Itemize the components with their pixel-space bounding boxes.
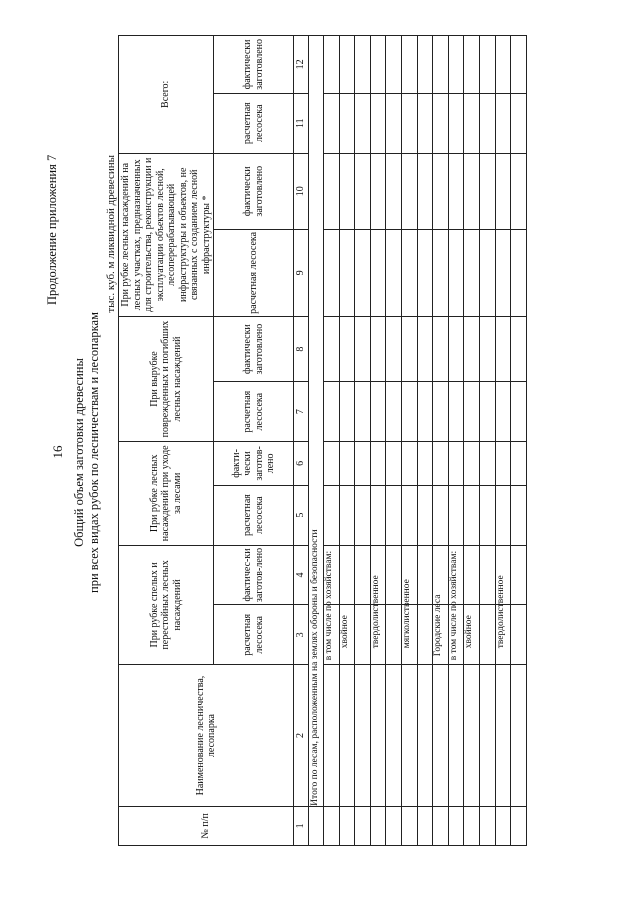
row-incl-farms: в том числе по хозяйствам: (324, 605, 340, 665)
col-number: 5 (294, 485, 309, 545)
col-number: 4 (294, 545, 309, 605)
appendix-label: Продолжение приложения 7 (45, 154, 59, 305)
header-calc: расчетная лесосека (214, 382, 294, 442)
table-cell (308, 806, 324, 845)
col-number: 9 (294, 229, 309, 316)
col-number: 12 (294, 36, 309, 94)
table-title: Общий объем заготовки древесины (72, 358, 86, 547)
header-calc: расчетная лесосека (214, 93, 294, 153)
header-name: Наименование лесничества, лесопарка (119, 665, 294, 807)
row-incl-farms: в том числе по хозяйствам: (448, 605, 464, 665)
header-group-damaged: При вырубке поврежденных и погибших лесных насаждений (119, 316, 214, 441)
header-fact: факти-чески заготов-лено (214, 442, 294, 486)
row-hardwood: твердолиственное (370, 605, 386, 665)
col-number: 10 (294, 153, 309, 229)
row-city-forests: Городские леса (433, 605, 449, 665)
col-number: 2 (294, 665, 309, 807)
header-fact: фактичес-ки заготов-лено (214, 545, 294, 605)
col-number: 7 (294, 382, 309, 442)
units-label: тыс. куб. м ликвидной древесины (105, 155, 117, 313)
page-number: 16 (50, 445, 65, 459)
row-hardwood: твердолиственное (495, 605, 511, 665)
col-number: 8 (294, 316, 309, 381)
header-calc: расчетная лесосека (214, 605, 294, 665)
row-softwood: мягколиственное (402, 605, 418, 665)
header-fact: фактически заготовлено (214, 316, 294, 381)
col-number: 3 (294, 605, 309, 665)
header-group-mature: При рубке спелых и перестойных лесных насаждений (119, 545, 214, 665)
row-coniferous: хвойное (339, 605, 355, 665)
header-group-total: Всего: (119, 36, 214, 154)
header-no: № п/п (119, 806, 294, 845)
header-group-construction: При рубке лесных насаждений на лесных участках, предназначенных для строительства, реконструкции и эксплуатации объектов лесной, лесоперерабатывающей инфраструктуры и объектов, не связанных с созданием лесной инфраструктуры * (119, 153, 214, 316)
header-calc: расчетная лесосека (214, 229, 294, 316)
col-number: 11 (294, 93, 309, 153)
header-calc: расчетная лесосека (214, 485, 294, 545)
harvest-table (118, 35, 527, 846)
header-fact: фактически заготовлено (214, 153, 294, 229)
header-fact: фактически заготовлено (214, 36, 294, 94)
col-number: 1 (294, 806, 309, 845)
table-subtitle: при всех видах рубок по лесничествам и лесопаркам (87, 312, 101, 593)
header-group-care: При рубке лесных насаждений при уходе за лесами (119, 442, 214, 545)
row-coniferous: хвойное (464, 605, 480, 665)
col-number: 6 (294, 442, 309, 486)
row-total-defense: Итого по лесам, расположенным на землях обороны и безопасности (308, 36, 324, 807)
